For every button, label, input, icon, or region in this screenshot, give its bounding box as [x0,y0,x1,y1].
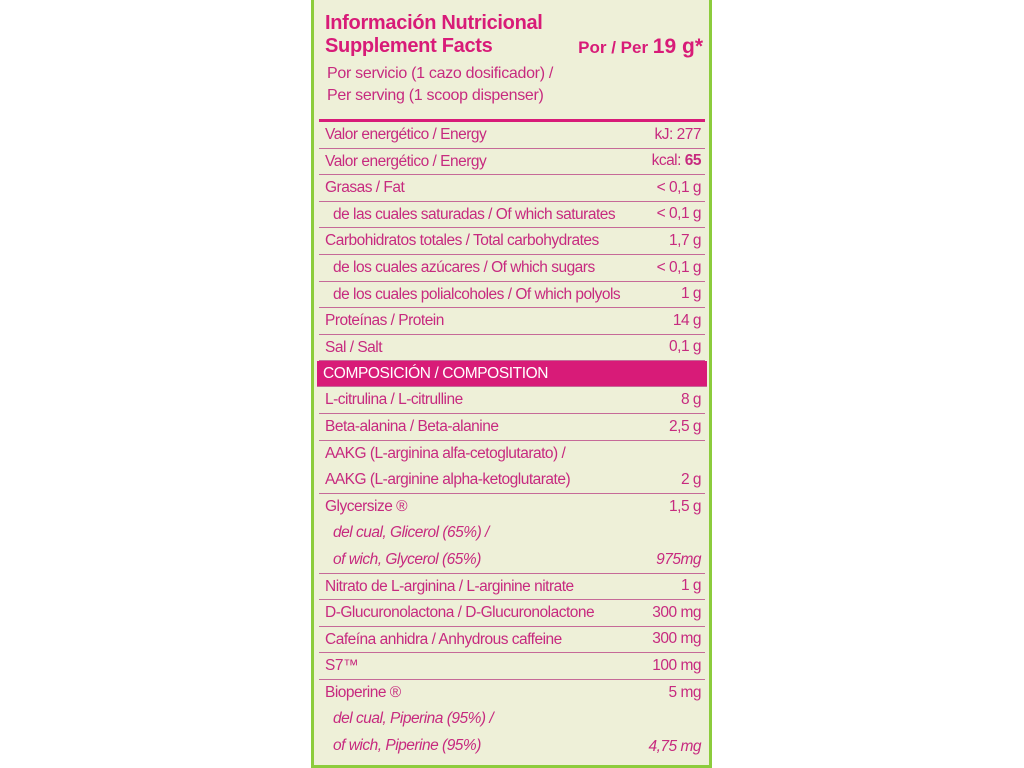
nutrition-row [319,282,705,309]
facts-table [319,119,705,760]
composition-header: COMPOSICIÓN / COMPOSITION [317,361,707,387]
row-value: 5 mg [668,683,701,701]
row-value: 2 g [680,470,701,488]
row-value: 300 mg [652,603,701,621]
composition-row [319,387,705,414]
row-value: 0,1 g [669,338,701,356]
row-value: 1 g [680,285,701,303]
sub-value: 975mg [656,550,701,568]
sub-label-english: of wich, Piperine (95%) [333,737,481,755]
row-label: Carbohidratos totales / Total carbohydrates [325,232,599,250]
composition-row [319,441,705,494]
row-label: Bioperine ® [325,683,401,701]
row-value: 14 g [672,311,701,329]
sub-label-english: of wich, Glycerol (65%) [333,550,481,568]
row-value [652,148,701,174]
title-english: Supplement Facts [325,35,493,57]
serving-spanish: Por servicio (1 cazo dosificador) / [327,65,554,82]
nutrition-row [319,175,705,202]
serving-english: Per serving (1 scoop dispenser) [327,87,544,104]
nutrition-row [319,255,705,282]
row-value: 1,5 g [669,497,701,515]
title-spanish: Información Nutricional [325,12,543,34]
nutrition-row [319,228,705,255]
value-prefix: kcal: [651,152,681,170]
nutrition-panel [311,0,712,768]
nutrition-row [319,335,705,362]
row-label: Proteínas / Protein [325,312,444,330]
row-label: Sal / Salt [325,338,383,356]
composition-row [319,680,705,760]
row-value: < 0,1 g [656,258,701,276]
row-value: 8 g [680,390,701,408]
row-label: D-Glucuronolactona / D-Glucuronolactone [325,604,595,622]
per-label: Por / Per [578,38,649,57]
row-value: 1,7 g [669,231,701,249]
row-value: 1 g [680,577,701,595]
sub-label-spanish: del cual, Glicerol (65%) / [333,524,489,542]
row-label: S7™ [325,657,358,675]
nutrition-row [319,122,705,149]
composition-row [319,653,705,680]
sub-label-spanish: del cual, Piperina (95%) / [333,710,494,728]
row-label: Beta-alanina / Beta-alanine [325,417,499,435]
row-label: de las cuales saturadas / Of which saturates [333,205,616,223]
row-label: Valor energético / Energy [325,152,487,170]
row-value: < 0,1 g [656,178,701,196]
panel-header [319,0,705,116]
composition-row [319,414,705,441]
per-serving-amount [578,36,703,59]
row-label: Grasas / Fat [325,179,405,197]
nutrition-row [319,202,705,229]
row-label: Valor energético / Energy [325,126,487,143]
row-label: de los cuales polialcoholes / Of which polyols [333,285,621,303]
nutrition-row [319,308,705,335]
composition-row [319,600,705,627]
row-label: AAKG (L-arginina alfa-cetoglutarato) / [325,444,566,462]
row-value: 100 mg [652,656,701,674]
value-bold: 65 [684,152,701,170]
row-label-english: AAKG (L-arginine alpha-ketoglutarate) [325,471,571,489]
per-amount: 19 g* [652,35,703,58]
row-label: Cafeína anhidra / Anhydrous caffeine [325,630,562,648]
composition-row [319,627,705,654]
row-value: < 0,1 g [656,205,701,223]
row-label: Nitrato de L-arginina / L-arginine nitrate [325,577,574,595]
row-label: de los cuales azúcares / Of which sugars [333,258,595,276]
row-value: 300 mg [652,630,701,648]
composition-row [319,574,705,601]
row-label: Glycersize ® [325,497,408,515]
row-label: L-citrulina / L-citrulline [325,391,463,409]
nutrition-row [319,149,705,176]
row-value: 2,5 g [669,417,701,435]
composition-row [319,494,705,574]
row-value: kJ: 277 [654,125,701,143]
sub-value: 4,75 mg [648,737,701,755]
